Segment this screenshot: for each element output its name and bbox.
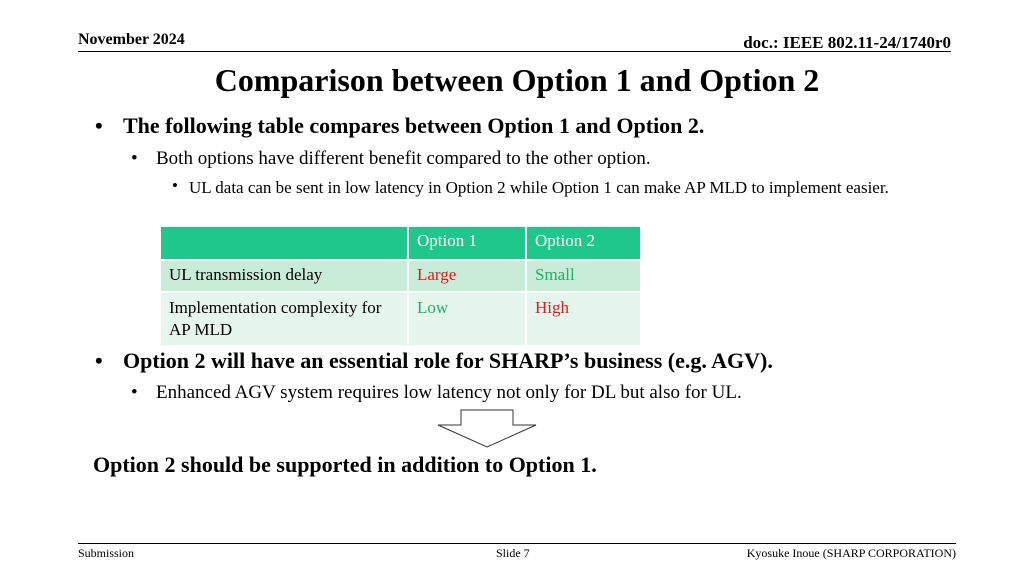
- option2-value: High: [526, 292, 641, 345]
- bullet-dot: •: [172, 176, 178, 195]
- table-header-row: [161, 227, 641, 260]
- bullet-text: Option 2 will have an essential role for SHARP’s business (e.g. AGV).: [123, 348, 773, 373]
- footer-rule: [78, 543, 956, 544]
- header-date: November 2024: [78, 31, 185, 48]
- conclusion-text: Option 2 should be supported in addition to Option 1.: [93, 452, 597, 477]
- header-doc-id: doc.: IEEE 802.11-24/1740r0: [743, 33, 951, 52]
- bullet-dot: •: [95, 348, 103, 373]
- table-row: [161, 260, 641, 292]
- table-header-empty: [161, 227, 408, 260]
- bullet-dot: •: [131, 382, 138, 403]
- option1-value: Large: [408, 260, 526, 292]
- row-label: Implementation complexity for AP MLD: [161, 292, 408, 345]
- row-label: UL transmission delay: [161, 260, 408, 292]
- bullet-dot: •: [95, 113, 103, 138]
- option2-value: Small: [526, 260, 641, 292]
- table-header-option1: Option 1: [408, 227, 526, 260]
- footer-submission: Submission: [78, 546, 135, 560]
- bullet-text: Both options have different benefit compared to the other option.: [156, 148, 651, 169]
- table-row: [161, 292, 641, 345]
- footer-slide-number: Slide 7: [496, 546, 530, 560]
- table-header-option2: Option 2: [526, 227, 641, 260]
- footer-author: Kyosuke Inoue (SHARP CORPORATION): [746, 546, 956, 560]
- option1-value: Low: [408, 292, 526, 345]
- bullet-dot: •: [131, 148, 138, 169]
- comparison-table: [161, 227, 642, 345]
- bullet-text: Enhanced AGV system requires low latency not only for DL but also for UL.: [156, 382, 742, 403]
- header-rule: [78, 51, 951, 52]
- bullet-text: The following table compares between Option 1 and Option 2.: [123, 113, 705, 138]
- bullet-text: UL data can be sent in low latency in Option 2 while Option 1 can make AP MLD to implement easier.: [189, 178, 889, 197]
- slide-title: Comparison between Option 1 and Option 2: [214, 62, 820, 98]
- down-arrow-icon: [436, 409, 538, 449]
